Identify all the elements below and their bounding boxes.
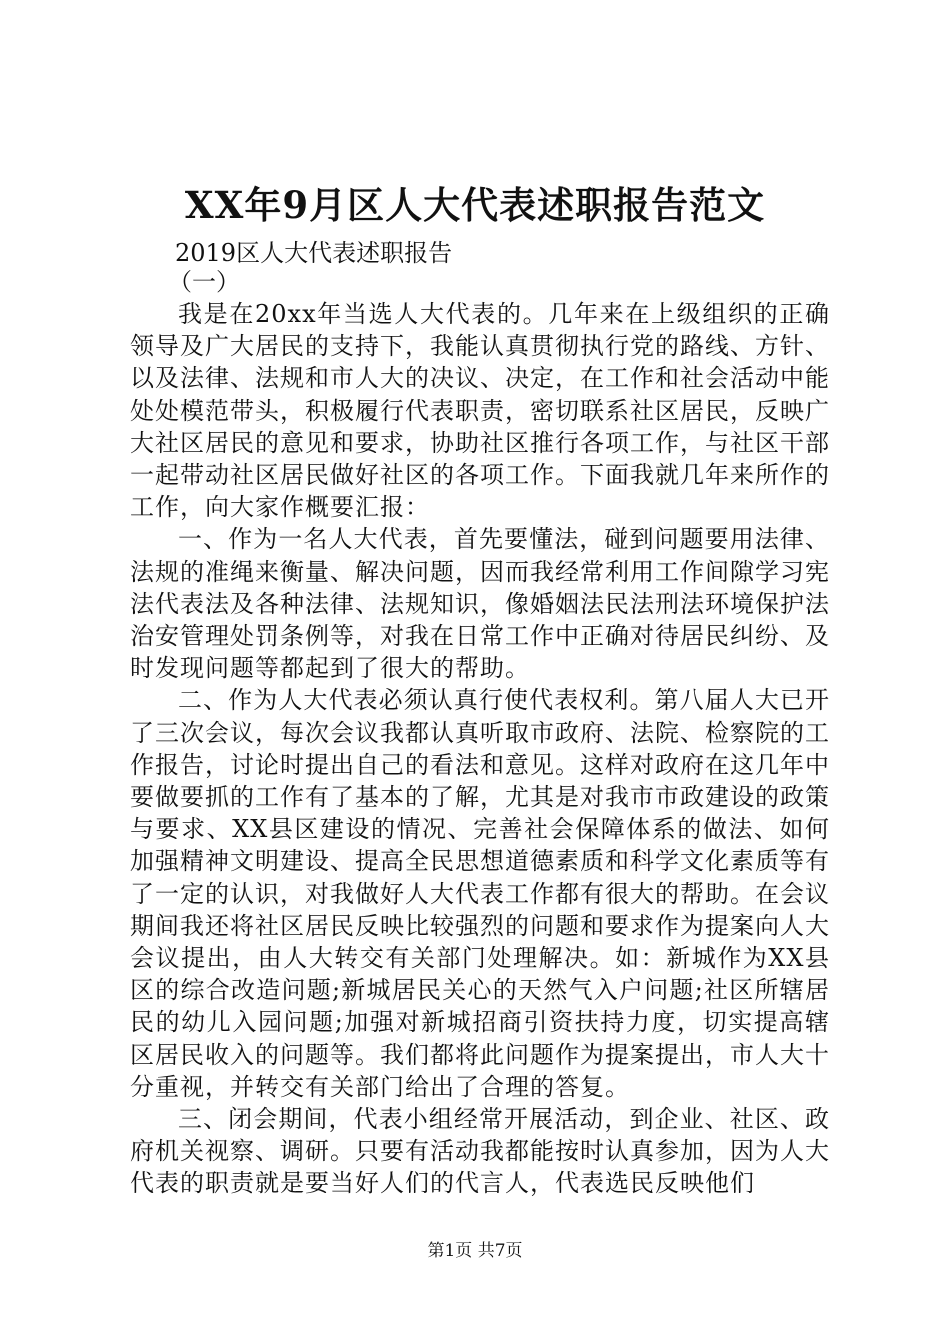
document-title: XX年9月区人大代表述职报告范文 [184, 183, 766, 227]
document-subtitle: 2019区人大代表述职报告 [175, 239, 453, 267]
paragraph-point-two: 二、作为人大代表必须认真行使代表权利。第八届人大已开了三次会议，每次会议我都认真听取市政府、法院、检察院的工作报告，讨论时提出自己的看法和意见。这样对政府在这几年中要做要抓的工作有了基本的了解，尤其是对我市市政建设的政策与要求、XX县区建设的情况、完善社会保障体系的做法、如何加强精神文明建设、提高全民思想道德素质和科学文化素质等有了一定的认识，对我做好人大代表工作都有很大的帮助。在会议期间我还将社区居民反映比较强烈的问题和要求作为提案向人大会议提出，由人大转交有关部门处理解决。如：新城作为XX县区的综合改造问题;新城居民关心的天然气入户问题;社区所辖居民的幼儿入园问题;加强对新城招商引资扶持力度，切实提高辖区居民收入的问题等。我们都将此问题作为提案提出，市人大十分重视，并转交有关部门给出了合理的答复。 [130, 686, 830, 1101]
paragraph-point-one: 一、作为一名人大代表，首先要懂法，碰到问题要用法律、法规的准绳来衡量、解决问题，因而我经常利用工作间隙学习宪法代表法及各种法律、法规知识，像婚姻法民法刑法环境保护法治安管理处罚条例等，对我在日常工作中正确对待居民纠纷、及时发现问题等都起到了很大的帮助。 [130, 525, 830, 683]
paragraph-intro: 我是在20xx年当选人大代表的。几年来在上级组织的正确领导及广大居民的支持下，我能认真贯彻执行党的路线、方针、以及法律、法规和市人大的决议、决定，在工作和社会活动中能处处模范带头，积极履行代表职责，密切联系社区居民，反映广大社区居民的意见和要求，协助社区推行各项工作，与社区干部一起带动社区居民做好社区的各项工作。下面我就几年来所作的工作，向大家作概要汇报： [130, 300, 830, 522]
page-footer: 第1页 共7页 [427, 1241, 523, 1261]
paragraph-point-three: 三、闭会期间，代表小组经常开展活动，到企业、社区、政府机关视察、调研。只要有活动我都能按时认真参加，因为人大代表的职责就是要当好人们的代言人，代表选民反映他们 [130, 1105, 830, 1198]
section-marker: （一） [168, 268, 240, 296]
document-body [130, 298, 830, 1200]
